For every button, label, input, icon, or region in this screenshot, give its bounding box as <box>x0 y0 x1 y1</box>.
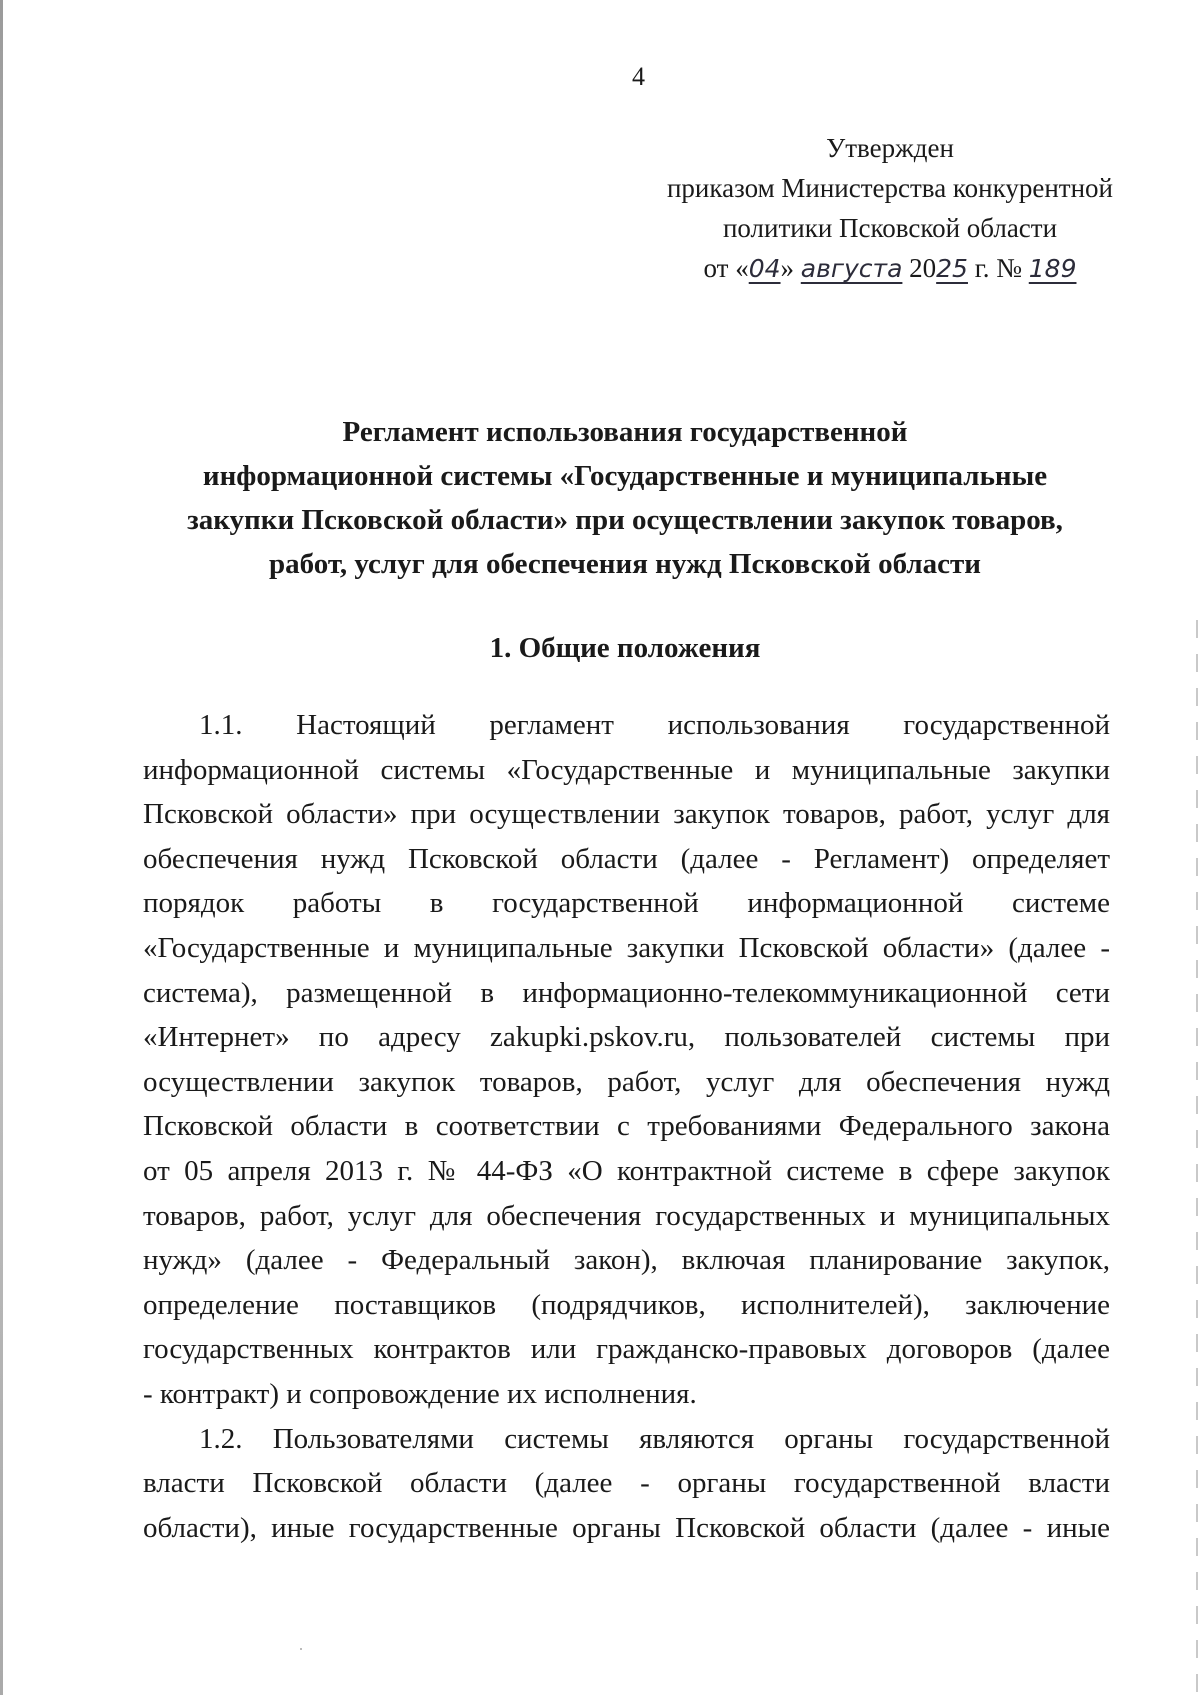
text-line: области), иные государственные органы Псковской области (далее - иные <box>143 1511 1110 1544</box>
text-line: обеспечения нужд Псковской области (далее - Регламент) определяет <box>143 842 1110 875</box>
text-line: власти Псковской области (далее - органы государственной власти <box>143 1467 1110 1500</box>
year-prefix: 20 <box>902 253 937 283</box>
approval-block <box>640 128 1140 289</box>
handwritten-month: августа <box>800 254 903 283</box>
body-text <box>143 703 1110 1550</box>
text-line: осуществлении закупок товаров, работ, услуг для обеспечения нужд <box>143 1065 1110 1098</box>
document-title <box>140 410 1110 586</box>
text-line: порядок работы в государственной информационной системе <box>143 887 1110 920</box>
text-line: товаров, работ, услуг для обеспечения государственных и муниципальных <box>143 1199 1110 1232</box>
text-line: Псковской области» при осуществлении закупок товаров, работ, услуг для <box>143 798 1110 831</box>
page-number: 4 <box>632 62 645 91</box>
text-line: информационной системы «Государственные и муниципальные закупки <box>143 753 1110 786</box>
title-line-1: Регламент использования государственной <box>342 416 908 448</box>
text-line: «Государственные и муниципальные закупки Псковской области» (далее - <box>143 931 1110 964</box>
text-line: система), размещенной в информационно-телекоммуникационной сети <box>143 976 1110 1009</box>
text-line: от 05 апреля 2013 г. № 44-ФЗ «О контрактной системе в сфере закупок <box>143 1154 1110 1187</box>
text-line: Псковской области в соответствии с требованиями Федерального закона <box>143 1110 1110 1143</box>
text-line: 1.1. Настоящий регламент использования государственной <box>199 709 1110 741</box>
date-quote-close: » <box>780 253 795 283</box>
date-prefix: от « <box>703 253 749 283</box>
text-line: 1.2. Пользователями системы являются органы государственной <box>199 1422 1110 1455</box>
text-line: определение поставщиков (подрядчиков, исполнителей), заключение <box>143 1288 1110 1321</box>
number-prefix: г. № <box>967 253 1029 283</box>
approval-line-3: политики Псковской области <box>722 213 1058 243</box>
text-line: нужд» (далее - Федеральный закон), включая планирование закупок, <box>143 1244 1110 1277</box>
scan-speck <box>300 1648 302 1650</box>
title-line-2: информационной системы «Государственные и муниципальные <box>202 460 1048 492</box>
text-line: «Интернет» по адресу zakupki.pskov.ru, пользователей системы при <box>143 1021 1110 1054</box>
title-line-4: работ, услуг для обеспечения нужд Псковской области <box>269 548 981 580</box>
text-line: государственных контрактов или гражданско-правовых договоров (далее <box>143 1333 1110 1366</box>
paragraph-1-1 <box>143 703 1110 1417</box>
handwritten-number: 189 <box>1028 254 1077 283</box>
section-heading: 1. Общие положения <box>489 632 761 664</box>
handwritten-year: 25 <box>936 254 968 283</box>
approval-date-line <box>640 248 1140 289</box>
handwritten-day: 04 <box>748 254 781 283</box>
approval-line-1: Утвержден <box>826 133 954 163</box>
title-line-3: закупки Псковской области» при осуществлении закупок товаров, <box>187 504 1063 536</box>
text-line: - контракт) и сопровождение их исполнения. <box>143 1377 697 1410</box>
scan-left-edge <box>0 0 3 1695</box>
paragraph-1-2 <box>143 1417 1110 1551</box>
scan-right-edge <box>1196 620 1198 1695</box>
approval-line-2: приказом Министерства конкурентной <box>666 173 1113 203</box>
